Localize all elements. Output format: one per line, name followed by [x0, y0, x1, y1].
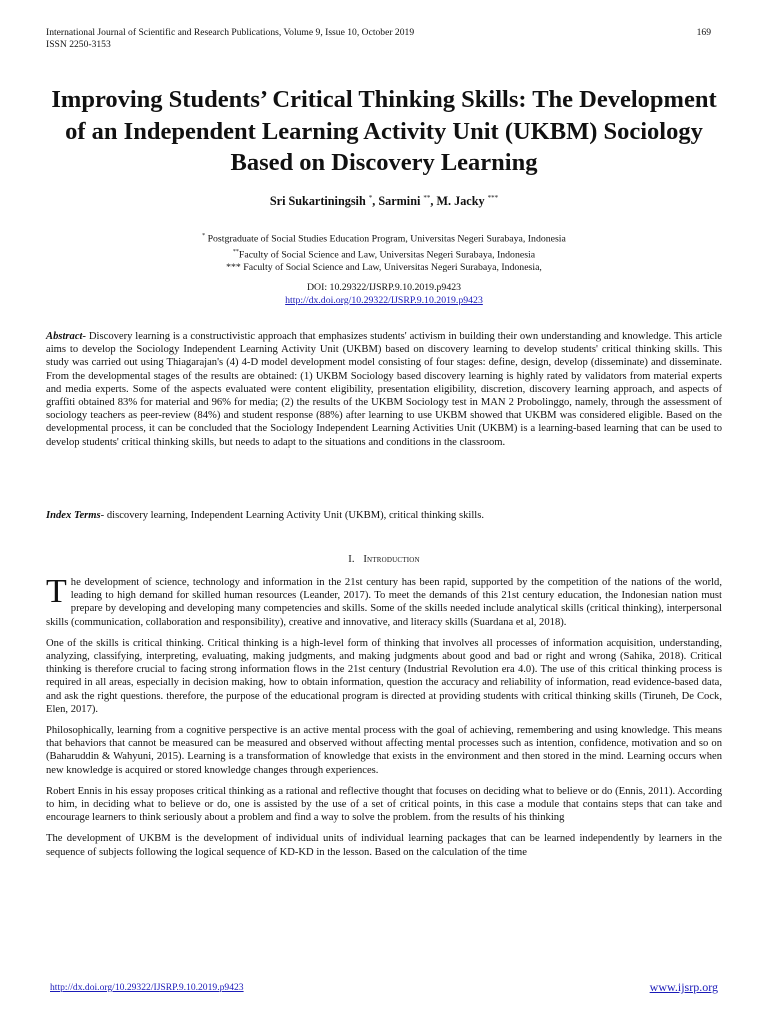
author-list: Sri Sukartiningsih *, Sarmini **, M. Jacky ***	[269, 194, 499, 209]
affiliation-text: Postgraduate of Social Studies Education Program, Universitas Negeri Surabaya, Indonesia	[207, 233, 566, 245]
paragraph-text: he development of science, technology and information in the 21st century has been rapid, supported by the competition of the nations of the world, leading to high demand for skilled human resources (Leander, 2017). To meet the demands of this 21st century education, the Indonesian nation must prepare by developing and developing many competencies and skills. Some of the skills needed include analytical skills (critical thinking), interpersonal skills (communication, collaboration and responsibility), creative and innovative, and literacy skills (Suardana et al, 2018).	[46, 577, 722, 628]
abstract-text: Discovery learning is a constructivistic approach that emphasizes students' activism in building their own understanding and knowledge. This article aims to develop the Sociology Independent Learning Activity Unit (UKBM) based on discovery learning to develop students' critical thinking skills. This study was carried out using Thiagarajan's (4) 4-D model development model consisting of four stages: define, design, develop (disseminate) and disseminate. From the developmental stages of the results are obtained: (1) UKBM Sociology based discovery learning is highly rated by validators from material experts and media experts. Some of the aspects evaluated were content eligibility, presentation eligibility, discretion, discovery learning approach, and aspects of graffiti obtained 83% for material and 96% for media; (2) the results of the UKBM Sociology test in MAN 2 Probolinggo, namely, through the assessment of sociology teachers as peer-review (84%) and student response (88%) after learning to use UKBM showed that UKBM was considered eligible. Based on the developmental process, it can be concluded that the Sociology Independent Learning Activities Unit (UKBM) is a learning-based learning that can be used to develop students' critical thinking skills, but needs to adapt to the situations and conditions in the classroom.	[46, 331, 722, 448]
footer-doi-link[interactable]: http://dx.doi.org/10.29322/IJSRP.9.10.2019.p9423	[50, 982, 244, 993]
author-mark: *	[368, 194, 373, 202]
introduction-body	[46, 573, 722, 867]
paragraph: One of the skills is critical thinking. Critical thinking is a high-level form of thinking that involves all processes of information acquisition, understanding, analyzing, classifying, interpreting, evaluating, making judgments, and making judgments about good and bad or right and wrong (Sahika, 2018). Critical thinking is therefore crucial to facing strong information flows in the 21st century (Industrial Revolution era 4.0). The use of this critical thinking process is required in all areas, especially in decision making, how to obtain information, question the accuracy and reliability of information, read evidence-based data, and ask the right questions. therefore, the purpose of the educational program is directed at providing students with critical thinking skills (Tiruneh, De Cock, Elen, 2017).	[46, 637, 722, 715]
abstract-label: Abstract-	[46, 331, 87, 342]
paragraph: Philosophically, learning from a cognitive perspective is an active mental process with the goal of achieving, remembering and using knowledge. This means that behaviors that cannot be measured can be measured and observed without affecting mental processes such as intention, confidence, motivation and so on (Baharuddin & Wahyuni, 2015). Learning is a transformation of knowledge that exists in the environment and then stored in the mind. Learning occurs when new knowledge is acquired or stored knowledge changes through experiences.	[46, 725, 722, 776]
affiliation-mark: ***	[226, 261, 241, 273]
journal-name: International Journal of Scientific and Research Publications, Volume 9, Issue 10, October 2019	[46, 27, 415, 38]
footer-doi	[50, 982, 244, 993]
affiliation-text: Faculty of Social Science and Law, Universitas Negeri Surabaya, Indonesia	[238, 249, 536, 261]
index-terms	[46, 509, 722, 522]
doi-label: DOI: 10.29322/IJSRP.9.10.2019.p9423	[306, 282, 462, 293]
doi-link[interactable]: http://dx.doi.org/10.29322/IJSRP.9.10.2019.p9423	[285, 294, 483, 306]
affiliation-mark: **	[232, 248, 239, 255]
author-name: M. Jacky	[436, 194, 485, 209]
page-number: 169	[696, 27, 711, 38]
section-title-rest: ntroduction	[367, 554, 420, 565]
section-title-first: I	[363, 554, 368, 565]
footer-site-link[interactable]: www.ijsrp.org	[649, 980, 718, 994]
doi-block	[0, 282, 768, 307]
running-header	[46, 27, 414, 50]
paragraph	[46, 573, 722, 629]
affiliation	[0, 262, 768, 275]
author-name: Sarmini	[378, 194, 421, 209]
paragraph: Robert Ennis in his essay proposes critical thinking as a rational and reflective thought that focuses on deciding what to believe or do (Ennis, 2011). According to him, in deciding what to believe or do, one is assisted by the use of a set of critical points, in this case a module that contains steps that can take and encourage learners to think seriously about a problem and find a way to solve the problem. from the results of his thinking	[46, 785, 722, 824]
issn: ISSN 2250-3153	[46, 38, 111, 50]
paper-title: Improving Students’ Critical Thinking Skills: The Development of an Independent Learning Activity Unit (UKBM) Sociology Based on Discovery Learning	[51, 86, 717, 176]
index-terms-text: - discovery learning, Independent Learning Activity Unit (UKBM), critical thinking skills.	[100, 510, 485, 521]
author-mark: ***	[487, 194, 499, 202]
affiliations	[0, 230, 768, 274]
affiliation-mark: *	[202, 233, 206, 239]
author-name: Sri Sukartiningsih	[269, 194, 366, 209]
drop-cap: T	[46, 573, 67, 610]
affiliation	[0, 246, 768, 262]
index-terms-label: Index Terms	[46, 510, 101, 521]
paragraph: The development of UKBM is the development of individual units of individual learning packages that can be learned independently by learners in the sequence of subjects following the logical sequence of KD-KD in the lesson. Based on the calculation of the time	[46, 833, 722, 858]
abstract	[46, 330, 722, 449]
section-number: I.	[348, 554, 355, 565]
section-heading	[0, 554, 768, 565]
affiliation-text: Faculty of Social Science and Law, Universitas Negeri Surabaya, Indonesia,	[243, 261, 542, 273]
author-mark: **	[423, 194, 431, 202]
affiliation	[0, 230, 768, 246]
footer-site	[650, 980, 718, 995]
